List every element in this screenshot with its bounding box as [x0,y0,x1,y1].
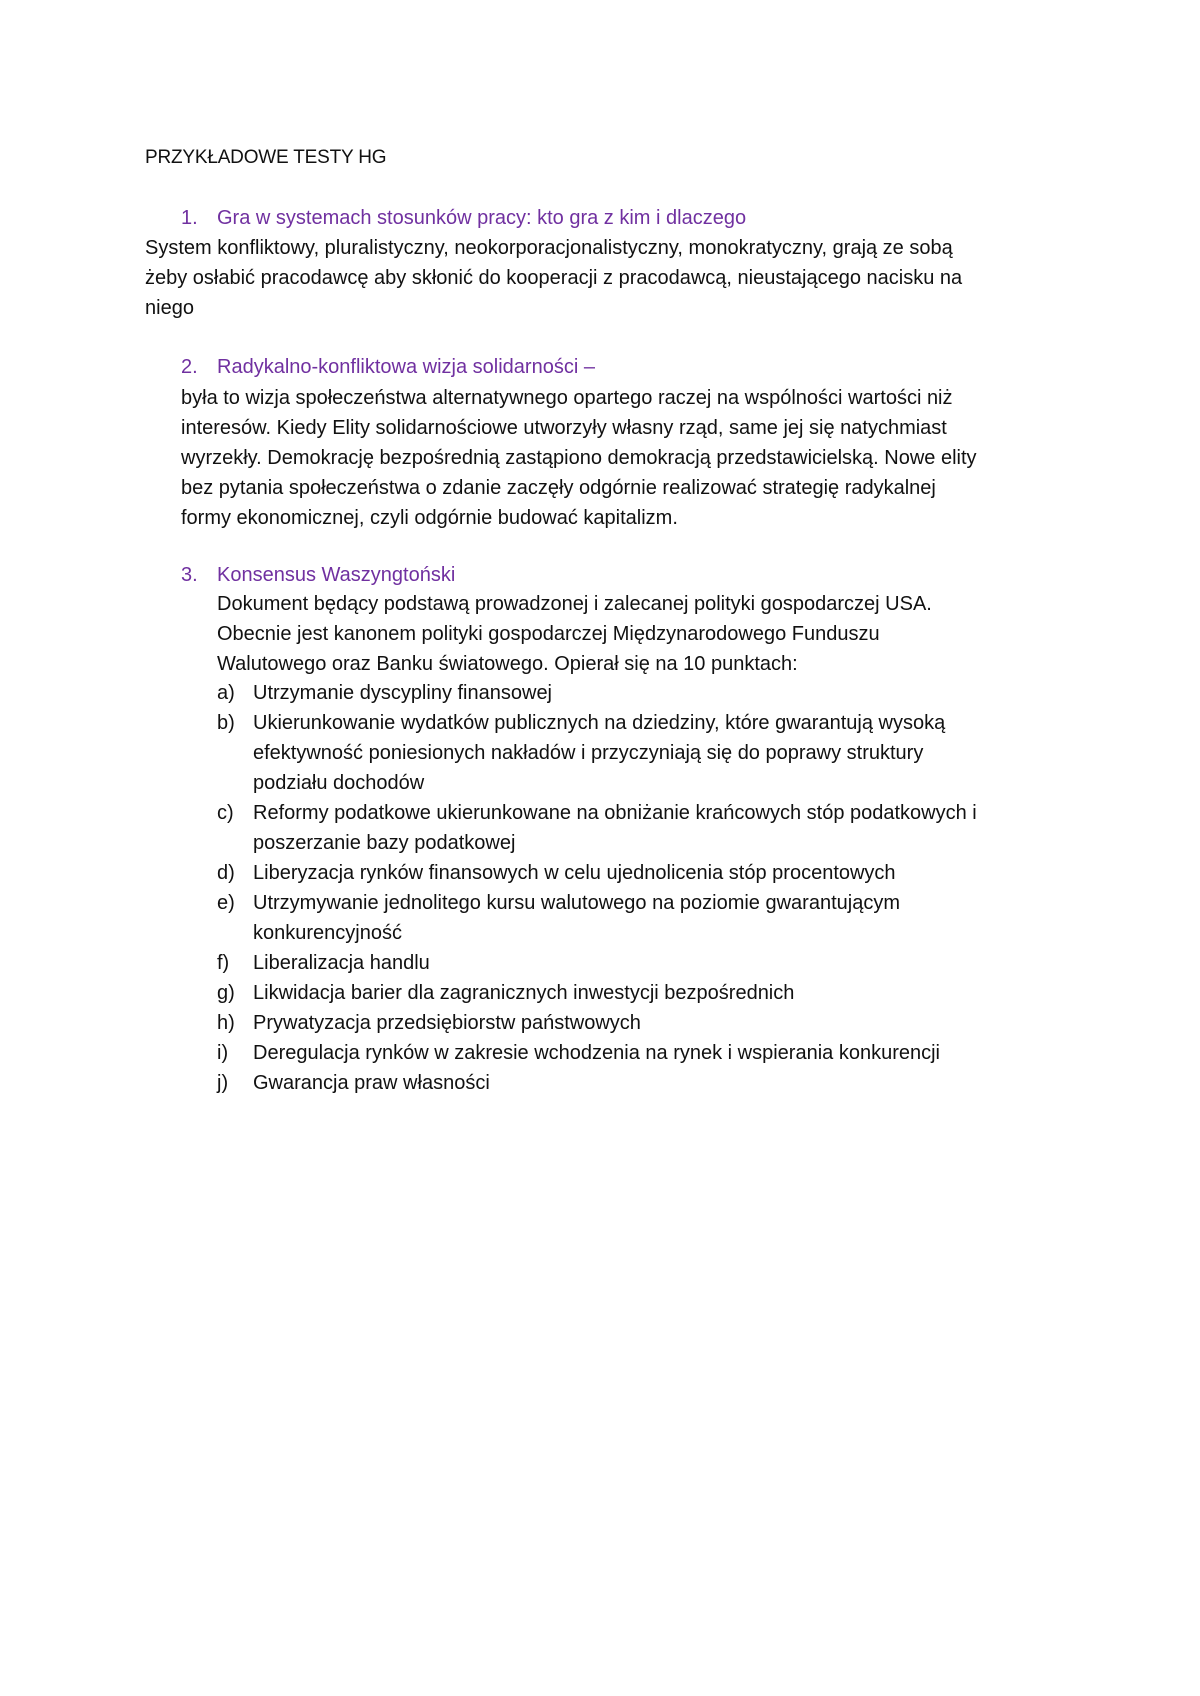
body-line: Dokument będący podstawą prowadzonej i zalecanej polityki gospodarczej USA. [217,593,932,615]
list-marker: j) [217,1072,229,1094]
body-line: Walutowego oraz Banku światowego. Opierał się na 10 punktach: [217,653,798,675]
section-2-title: Radykalno-konfliktowa wizja solidarności – [217,356,595,378]
list-marker: b) [217,712,235,734]
list-item-text: efektywność poniesionych nakładów i przyczyniają się do poprawy struktury [253,742,924,764]
list-item [217,678,977,708]
list-item-text: Prywatyzacja przedsiębiorstw państwowych [253,1012,641,1034]
washington-consensus-points [217,678,977,1098]
list-item-text: konkurencyjność [253,922,402,944]
list-marker: a) [217,682,235,704]
body-line: wyrzekły. Demokrację bezpośrednią zastąpiono demokracją przedstawicielską. Nowe elity [181,447,977,469]
list-marker: f) [217,952,230,974]
body-line: niego [145,297,194,319]
list-marker: d) [217,862,235,884]
list-item [217,888,977,948]
body-line: żeby osłabić pracodawcę aby skłonić do kooperacji z pracodawcą, nieustającego nacisku na [145,267,963,289]
list-item [217,1068,977,1098]
list-item [217,1038,977,1068]
section-3-title: Konsensus Waszyngtoński [217,564,456,586]
list-item [217,948,977,978]
section-3-body [217,589,932,679]
section-1-body [145,233,962,323]
list-item-text: podziału dochodów [253,772,425,794]
list-item-text: Liberalizacja handlu [253,952,430,974]
list-item [217,798,977,858]
body-line: bez pytania społeczeństwa o zdanie zaczęły odgórnie realizować strategię radykalnej [181,477,936,499]
list-item-text: Ukierunkowanie wydatków publicznych na dziedziny, które gwarantują wysoką [253,712,946,734]
list-marker: g) [217,982,235,1004]
body-line: System konfliktowy, pluralistyczny, neokorporacjonalistyczny, monokratyczny, grają ze sobą [145,237,953,259]
list-item [217,708,977,798]
section-1-number: 1. [181,207,198,229]
list-marker: i) [217,1042,229,1064]
section-1-title: Gra w systemach stosunków pracy: kto gra z kim i dlaczego [217,207,747,229]
body-line: interesów. Kiedy Elity solidarnościowe utworzyły własny rząd, same jej się natychmiast [181,417,947,439]
list-item [217,858,977,888]
list-item [217,978,977,1008]
list-item-text: Reformy podatkowe ukierunkowane na obniżanie krańcowych stóp podatkowych i [253,802,977,824]
list-item-text: Liberyzacja rynków finansowych w celu ujednolicenia stóp procentowych [253,862,896,884]
document-title: PRZYKŁADOWE TESTY HG [145,147,387,168]
list-item-text: Deregulacja rynków w zakresie wchodzenia na rynek i wspierania konkurencji [253,1042,940,1064]
body-line: Obecnie jest kanonem polityki gospodarczej Międzynarodowego Funduszu [217,623,880,645]
list-item-text: Likwidacja barier dla zagranicznych inwestycji bezpośrednich [253,982,795,1004]
list-item-text: Utrzymywanie jednolitego kursu walutowego na poziomie gwarantującym [253,892,900,914]
list-item [217,1008,977,1038]
list-marker: e) [217,892,235,914]
list-item-text: Gwarancja praw własności [253,1072,490,1094]
list-item-text: poszerzanie bazy podatkowej [253,832,516,854]
list-marker: h) [217,1012,235,1034]
section-2-number: 2. [181,356,198,378]
section-3-number: 3. [181,564,198,586]
body-line: była to wizja społeczeństwa alternatywnego opartego raczej na wspólności wartości niż [181,387,953,409]
list-marker: c) [217,802,234,824]
section-2-body [181,383,977,533]
body-line: formy ekonomicznej, czyli odgórnie budować kapitalizm. [181,507,678,529]
list-item-text: Utrzymanie dyscypliny finansowej [253,682,553,704]
